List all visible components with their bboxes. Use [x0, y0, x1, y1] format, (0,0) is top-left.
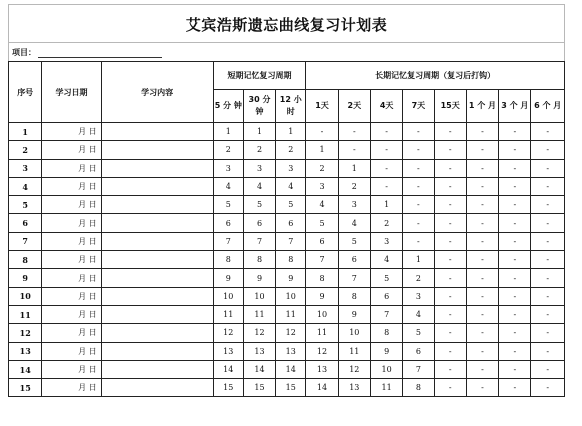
row-content[interactable]: [101, 141, 213, 159]
long-review-cell[interactable]: -: [499, 342, 531, 360]
long-review-cell[interactable]: -: [531, 141, 565, 159]
long-review-cell[interactable]: -: [434, 177, 466, 195]
row-date[interactable]: 月 日: [42, 214, 101, 232]
long-review-cell[interactable]: -: [531, 269, 565, 287]
long-review-cell[interactable]: -: [306, 123, 338, 141]
long-review-cell[interactable]: -: [466, 269, 498, 287]
long-review-cell[interactable]: -: [531, 379, 565, 397]
long-review-cell[interactable]: 7: [306, 251, 338, 269]
long-review-cell[interactable]: -: [434, 196, 466, 214]
long-review-cell[interactable]: -: [531, 177, 565, 195]
table-row: [9, 360, 565, 378]
header-date: 学习日期: [42, 62, 101, 123]
project-input-line[interactable]: [38, 48, 162, 58]
long-review-cell[interactable]: 7: [370, 305, 402, 323]
short-review-cell: 5: [276, 196, 306, 214]
long-review-cell[interactable]: -: [434, 287, 466, 305]
short-review-cell: 5: [243, 196, 275, 214]
short-review-cell: 15: [243, 379, 275, 397]
long-review-cell[interactable]: -: [466, 379, 498, 397]
table-row: [9, 123, 565, 141]
long-review-cell[interactable]: -: [434, 214, 466, 232]
header-15day: 15天: [434, 90, 466, 123]
long-review-cell[interactable]: -: [434, 269, 466, 287]
row-content[interactable]: [101, 342, 213, 360]
row-date[interactable]: 月 日: [42, 177, 101, 195]
short-review-cell: 3: [276, 159, 306, 177]
short-review-cell: 11: [213, 305, 243, 323]
long-review-cell[interactable]: 6: [338, 251, 370, 269]
short-review-cell: 6: [213, 214, 243, 232]
row-content[interactable]: [101, 159, 213, 177]
table-row: [9, 342, 565, 360]
short-review-cell: 15: [213, 379, 243, 397]
long-review-cell[interactable]: -: [499, 287, 531, 305]
long-review-cell[interactable]: -: [499, 214, 531, 232]
row-seq: 7: [9, 232, 42, 250]
long-review-cell[interactable]: -: [499, 360, 531, 378]
header-seq: 序号: [9, 62, 42, 123]
long-review-cell[interactable]: -: [531, 159, 565, 177]
long-review-cell[interactable]: -: [466, 141, 498, 159]
header-30min: 30 分 钟: [243, 90, 275, 123]
long-review-cell[interactable]: -: [499, 196, 531, 214]
long-review-cell[interactable]: -: [531, 360, 565, 378]
long-review-cell[interactable]: 11: [370, 379, 402, 397]
row-date[interactable]: 月 日: [42, 305, 101, 323]
long-review-cell[interactable]: 13: [338, 379, 370, 397]
long-review-cell[interactable]: 9: [370, 342, 402, 360]
long-review-cell[interactable]: -: [531, 324, 565, 342]
long-review-cell[interactable]: 1: [370, 196, 402, 214]
long-review-cell[interactable]: 8: [403, 379, 434, 397]
short-review-cell: 8: [213, 251, 243, 269]
short-review-cell: 12: [243, 324, 275, 342]
short-review-cell: 12: [213, 324, 243, 342]
short-review-cell: 5: [213, 196, 243, 214]
short-review-cell: 2: [213, 141, 243, 159]
long-review-cell[interactable]: -: [370, 141, 402, 159]
long-review-cell[interactable]: -: [531, 214, 565, 232]
row-seq: 3: [9, 159, 42, 177]
short-review-cell: 10: [213, 287, 243, 305]
header-content: 学习内容: [101, 62, 213, 123]
header-2day: 2天: [338, 90, 370, 123]
row-date[interactable]: 月 日: [42, 159, 101, 177]
long-review-cell[interactable]: -: [466, 251, 498, 269]
table-row: [9, 305, 565, 323]
review-schedule-table: [8, 61, 565, 397]
row-date[interactable]: 月 日: [42, 360, 101, 378]
row-seq: 8: [9, 251, 42, 269]
table-row: [9, 269, 565, 287]
long-review-cell[interactable]: -: [434, 379, 466, 397]
long-review-cell[interactable]: -: [403, 159, 434, 177]
row-date[interactable]: 月 日: [42, 232, 101, 250]
table-row: [9, 159, 565, 177]
long-review-cell[interactable]: 11: [338, 342, 370, 360]
short-review-cell: 13: [213, 342, 243, 360]
long-review-cell[interactable]: 11: [306, 324, 338, 342]
long-review-cell[interactable]: -: [466, 287, 498, 305]
table-row: [9, 251, 565, 269]
row-seq: 13: [9, 342, 42, 360]
header-1month: 1 个 月: [466, 90, 498, 123]
short-review-cell: 7: [243, 232, 275, 250]
table-row: [9, 196, 565, 214]
table-row: [9, 214, 565, 232]
row-content[interactable]: [101, 214, 213, 232]
long-review-cell[interactable]: 2: [306, 159, 338, 177]
row-seq: 15: [9, 379, 42, 397]
long-review-cell[interactable]: -: [466, 123, 498, 141]
long-review-cell[interactable]: 12: [338, 360, 370, 378]
row-seq: 12: [9, 324, 42, 342]
table-body: [9, 123, 565, 397]
long-review-cell[interactable]: 10: [338, 324, 370, 342]
long-review-cell[interactable]: -: [466, 196, 498, 214]
long-review-cell[interactable]: -: [499, 324, 531, 342]
row-date[interactable]: 月 日: [42, 269, 101, 287]
row-content[interactable]: [101, 305, 213, 323]
long-review-cell[interactable]: -: [466, 305, 498, 323]
row-seq: 14: [9, 360, 42, 378]
row-date[interactable]: 月 日: [42, 379, 101, 397]
long-review-cell[interactable]: -: [434, 141, 466, 159]
short-review-cell: 1: [276, 123, 306, 141]
row-content[interactable]: [101, 360, 213, 378]
row-seq: 2: [9, 141, 42, 159]
long-review-cell[interactable]: 4: [370, 251, 402, 269]
long-review-cell[interactable]: 5: [370, 269, 402, 287]
short-review-cell: 3: [243, 159, 275, 177]
short-review-cell: 7: [213, 232, 243, 250]
long-review-cell[interactable]: 8: [306, 269, 338, 287]
long-review-cell[interactable]: 5: [403, 324, 434, 342]
long-review-cell[interactable]: -: [434, 360, 466, 378]
short-review-cell: 4: [213, 177, 243, 195]
long-review-cell[interactable]: 8: [370, 324, 402, 342]
table-row: [9, 232, 565, 250]
short-review-cell: 4: [276, 177, 306, 195]
long-review-cell[interactable]: 3: [403, 287, 434, 305]
title-banner: [8, 4, 565, 43]
long-review-cell[interactable]: 4: [306, 196, 338, 214]
long-review-cell[interactable]: -: [499, 177, 531, 195]
long-review-cell[interactable]: -: [499, 305, 531, 323]
header-12h: 12 小 时: [276, 90, 306, 123]
row-seq: 10: [9, 287, 42, 305]
long-review-cell[interactable]: -: [434, 305, 466, 323]
short-review-cell: 11: [276, 305, 306, 323]
long-review-cell[interactable]: -: [499, 269, 531, 287]
project-row: [8, 42, 565, 62]
short-review-cell: 3: [213, 159, 243, 177]
long-review-cell[interactable]: 4: [338, 214, 370, 232]
short-review-cell: 9: [276, 269, 306, 287]
row-content[interactable]: [101, 379, 213, 397]
row-content[interactable]: [101, 269, 213, 287]
table-row: [9, 324, 565, 342]
long-review-cell[interactable]: -: [403, 196, 434, 214]
short-review-cell: 9: [243, 269, 275, 287]
short-review-cell: 1: [213, 123, 243, 141]
long-review-cell[interactable]: -: [434, 324, 466, 342]
short-review-cell: 12: [276, 324, 306, 342]
header-long-term-group: 长期记忆复习周期（复习后打钩）: [306, 62, 565, 90]
short-review-cell: 14: [243, 360, 275, 378]
page-title: 艾宾浩斯遗忘曲线复习计划表: [185, 15, 388, 34]
row-date[interactable]: 月 日: [42, 251, 101, 269]
short-review-cell: 14: [276, 360, 306, 378]
long-review-cell[interactable]: 8: [338, 287, 370, 305]
row-seq: 4: [9, 177, 42, 195]
long-review-cell[interactable]: 10: [370, 360, 402, 378]
row-date[interactable]: 月 日: [42, 123, 101, 141]
long-review-cell[interactable]: -: [434, 232, 466, 250]
long-review-cell[interactable]: 5: [306, 214, 338, 232]
long-review-cell[interactable]: 3: [370, 232, 402, 250]
long-review-cell[interactable]: -: [403, 123, 434, 141]
long-review-cell[interactable]: -: [531, 342, 565, 360]
row-content[interactable]: [101, 324, 213, 342]
row-content[interactable]: [101, 123, 213, 141]
long-review-cell[interactable]: 4: [403, 305, 434, 323]
short-review-cell: 6: [243, 214, 275, 232]
long-review-cell[interactable]: 2: [338, 177, 370, 195]
long-review-cell[interactable]: 1: [338, 159, 370, 177]
long-review-cell[interactable]: 1: [306, 141, 338, 159]
short-review-cell: 1: [243, 123, 275, 141]
long-review-cell[interactable]: -: [434, 159, 466, 177]
short-review-cell: 11: [243, 305, 275, 323]
row-date[interactable]: 月 日: [42, 141, 101, 159]
table-row: [9, 379, 565, 397]
short-review-cell: 2: [243, 141, 275, 159]
short-review-cell: 2: [276, 141, 306, 159]
short-review-cell: 10: [243, 287, 275, 305]
long-review-cell[interactable]: -: [434, 123, 466, 141]
short-review-cell: 4: [243, 177, 275, 195]
long-review-cell[interactable]: 1: [403, 251, 434, 269]
table-row: [9, 141, 565, 159]
short-review-cell: 8: [276, 251, 306, 269]
long-review-cell[interactable]: -: [370, 159, 402, 177]
row-date[interactable]: 月 日: [42, 324, 101, 342]
row-seq: 6: [9, 214, 42, 232]
long-review-cell[interactable]: -: [466, 177, 498, 195]
long-review-cell[interactable]: 12: [306, 342, 338, 360]
long-review-cell[interactable]: 6: [403, 342, 434, 360]
long-review-cell[interactable]: -: [466, 324, 498, 342]
long-review-cell[interactable]: -: [434, 251, 466, 269]
long-review-cell[interactable]: -: [466, 214, 498, 232]
header-4day: 4天: [370, 90, 402, 123]
short-review-cell: 9: [213, 269, 243, 287]
long-review-cell[interactable]: -: [499, 251, 531, 269]
long-review-cell[interactable]: -: [466, 342, 498, 360]
long-review-cell[interactable]: 14: [306, 379, 338, 397]
header-6month: 6 个 月: [531, 90, 565, 123]
row-content[interactable]: [101, 177, 213, 195]
long-review-cell[interactable]: -: [466, 360, 498, 378]
table-row: [9, 287, 565, 305]
long-review-cell[interactable]: -: [531, 123, 565, 141]
row-content[interactable]: [101, 196, 213, 214]
long-review-cell[interactable]: -: [531, 251, 565, 269]
long-review-cell[interactable]: -: [370, 123, 402, 141]
long-review-cell[interactable]: -: [499, 141, 531, 159]
long-review-cell[interactable]: -: [499, 159, 531, 177]
long-review-cell[interactable]: -: [403, 141, 434, 159]
project-label: 项目：: [12, 48, 36, 57]
short-review-cell: 14: [213, 360, 243, 378]
header-1day: 1天: [306, 90, 338, 123]
long-review-cell[interactable]: -: [338, 123, 370, 141]
long-review-cell[interactable]: -: [531, 305, 565, 323]
long-review-cell[interactable]: -: [531, 196, 565, 214]
short-review-cell: 15: [276, 379, 306, 397]
short-review-cell: 13: [243, 342, 275, 360]
row-content[interactable]: [101, 287, 213, 305]
long-review-cell[interactable]: -: [403, 177, 434, 195]
short-review-cell: 6: [276, 214, 306, 232]
long-review-cell[interactable]: 7: [403, 360, 434, 378]
header-5min: 5 分 钟: [213, 90, 243, 123]
row-seq: 9: [9, 269, 42, 287]
long-review-cell[interactable]: -: [499, 379, 531, 397]
long-review-cell[interactable]: 2: [370, 214, 402, 232]
short-review-cell: 13: [276, 342, 306, 360]
header-3month: 3 个 月: [499, 90, 531, 123]
row-content[interactable]: [101, 251, 213, 269]
long-review-cell[interactable]: 3: [338, 196, 370, 214]
row-content[interactable]: [101, 232, 213, 250]
long-review-cell[interactable]: 6: [370, 287, 402, 305]
long-review-cell[interactable]: -: [531, 232, 565, 250]
short-review-cell: 7: [276, 232, 306, 250]
long-review-cell[interactable]: -: [403, 232, 434, 250]
long-review-cell[interactable]: -: [338, 141, 370, 159]
long-review-cell[interactable]: 5: [338, 232, 370, 250]
long-review-cell[interactable]: -: [466, 159, 498, 177]
long-review-cell[interactable]: -: [531, 287, 565, 305]
table-row: [9, 177, 565, 195]
short-review-cell: 8: [243, 251, 275, 269]
row-date[interactable]: 月 日: [42, 342, 101, 360]
header-short-term-group: 短期记忆复习周期: [213, 62, 306, 90]
long-review-cell[interactable]: -: [434, 342, 466, 360]
long-review-cell[interactable]: -: [499, 123, 531, 141]
long-review-cell[interactable]: 2: [403, 269, 434, 287]
long-review-cell[interactable]: 3: [306, 177, 338, 195]
header-7day: 7天: [403, 90, 434, 123]
row-seq: 5: [9, 196, 42, 214]
short-review-cell: 10: [276, 287, 306, 305]
long-review-cell[interactable]: 7: [338, 269, 370, 287]
long-review-cell[interactable]: 9: [338, 305, 370, 323]
long-review-cell[interactable]: -: [499, 232, 531, 250]
long-review-cell[interactable]: 6: [306, 232, 338, 250]
long-review-cell[interactable]: 10: [306, 305, 338, 323]
row-seq: 11: [9, 305, 42, 323]
long-review-cell[interactable]: -: [370, 177, 402, 195]
row-date[interactable]: 月 日: [42, 287, 101, 305]
long-review-cell[interactable]: 9: [306, 287, 338, 305]
long-review-cell[interactable]: 13: [306, 360, 338, 378]
long-review-cell[interactable]: -: [466, 232, 498, 250]
row-seq: 1: [9, 123, 42, 141]
long-review-cell[interactable]: -: [403, 214, 434, 232]
row-date[interactable]: 月 日: [42, 196, 101, 214]
